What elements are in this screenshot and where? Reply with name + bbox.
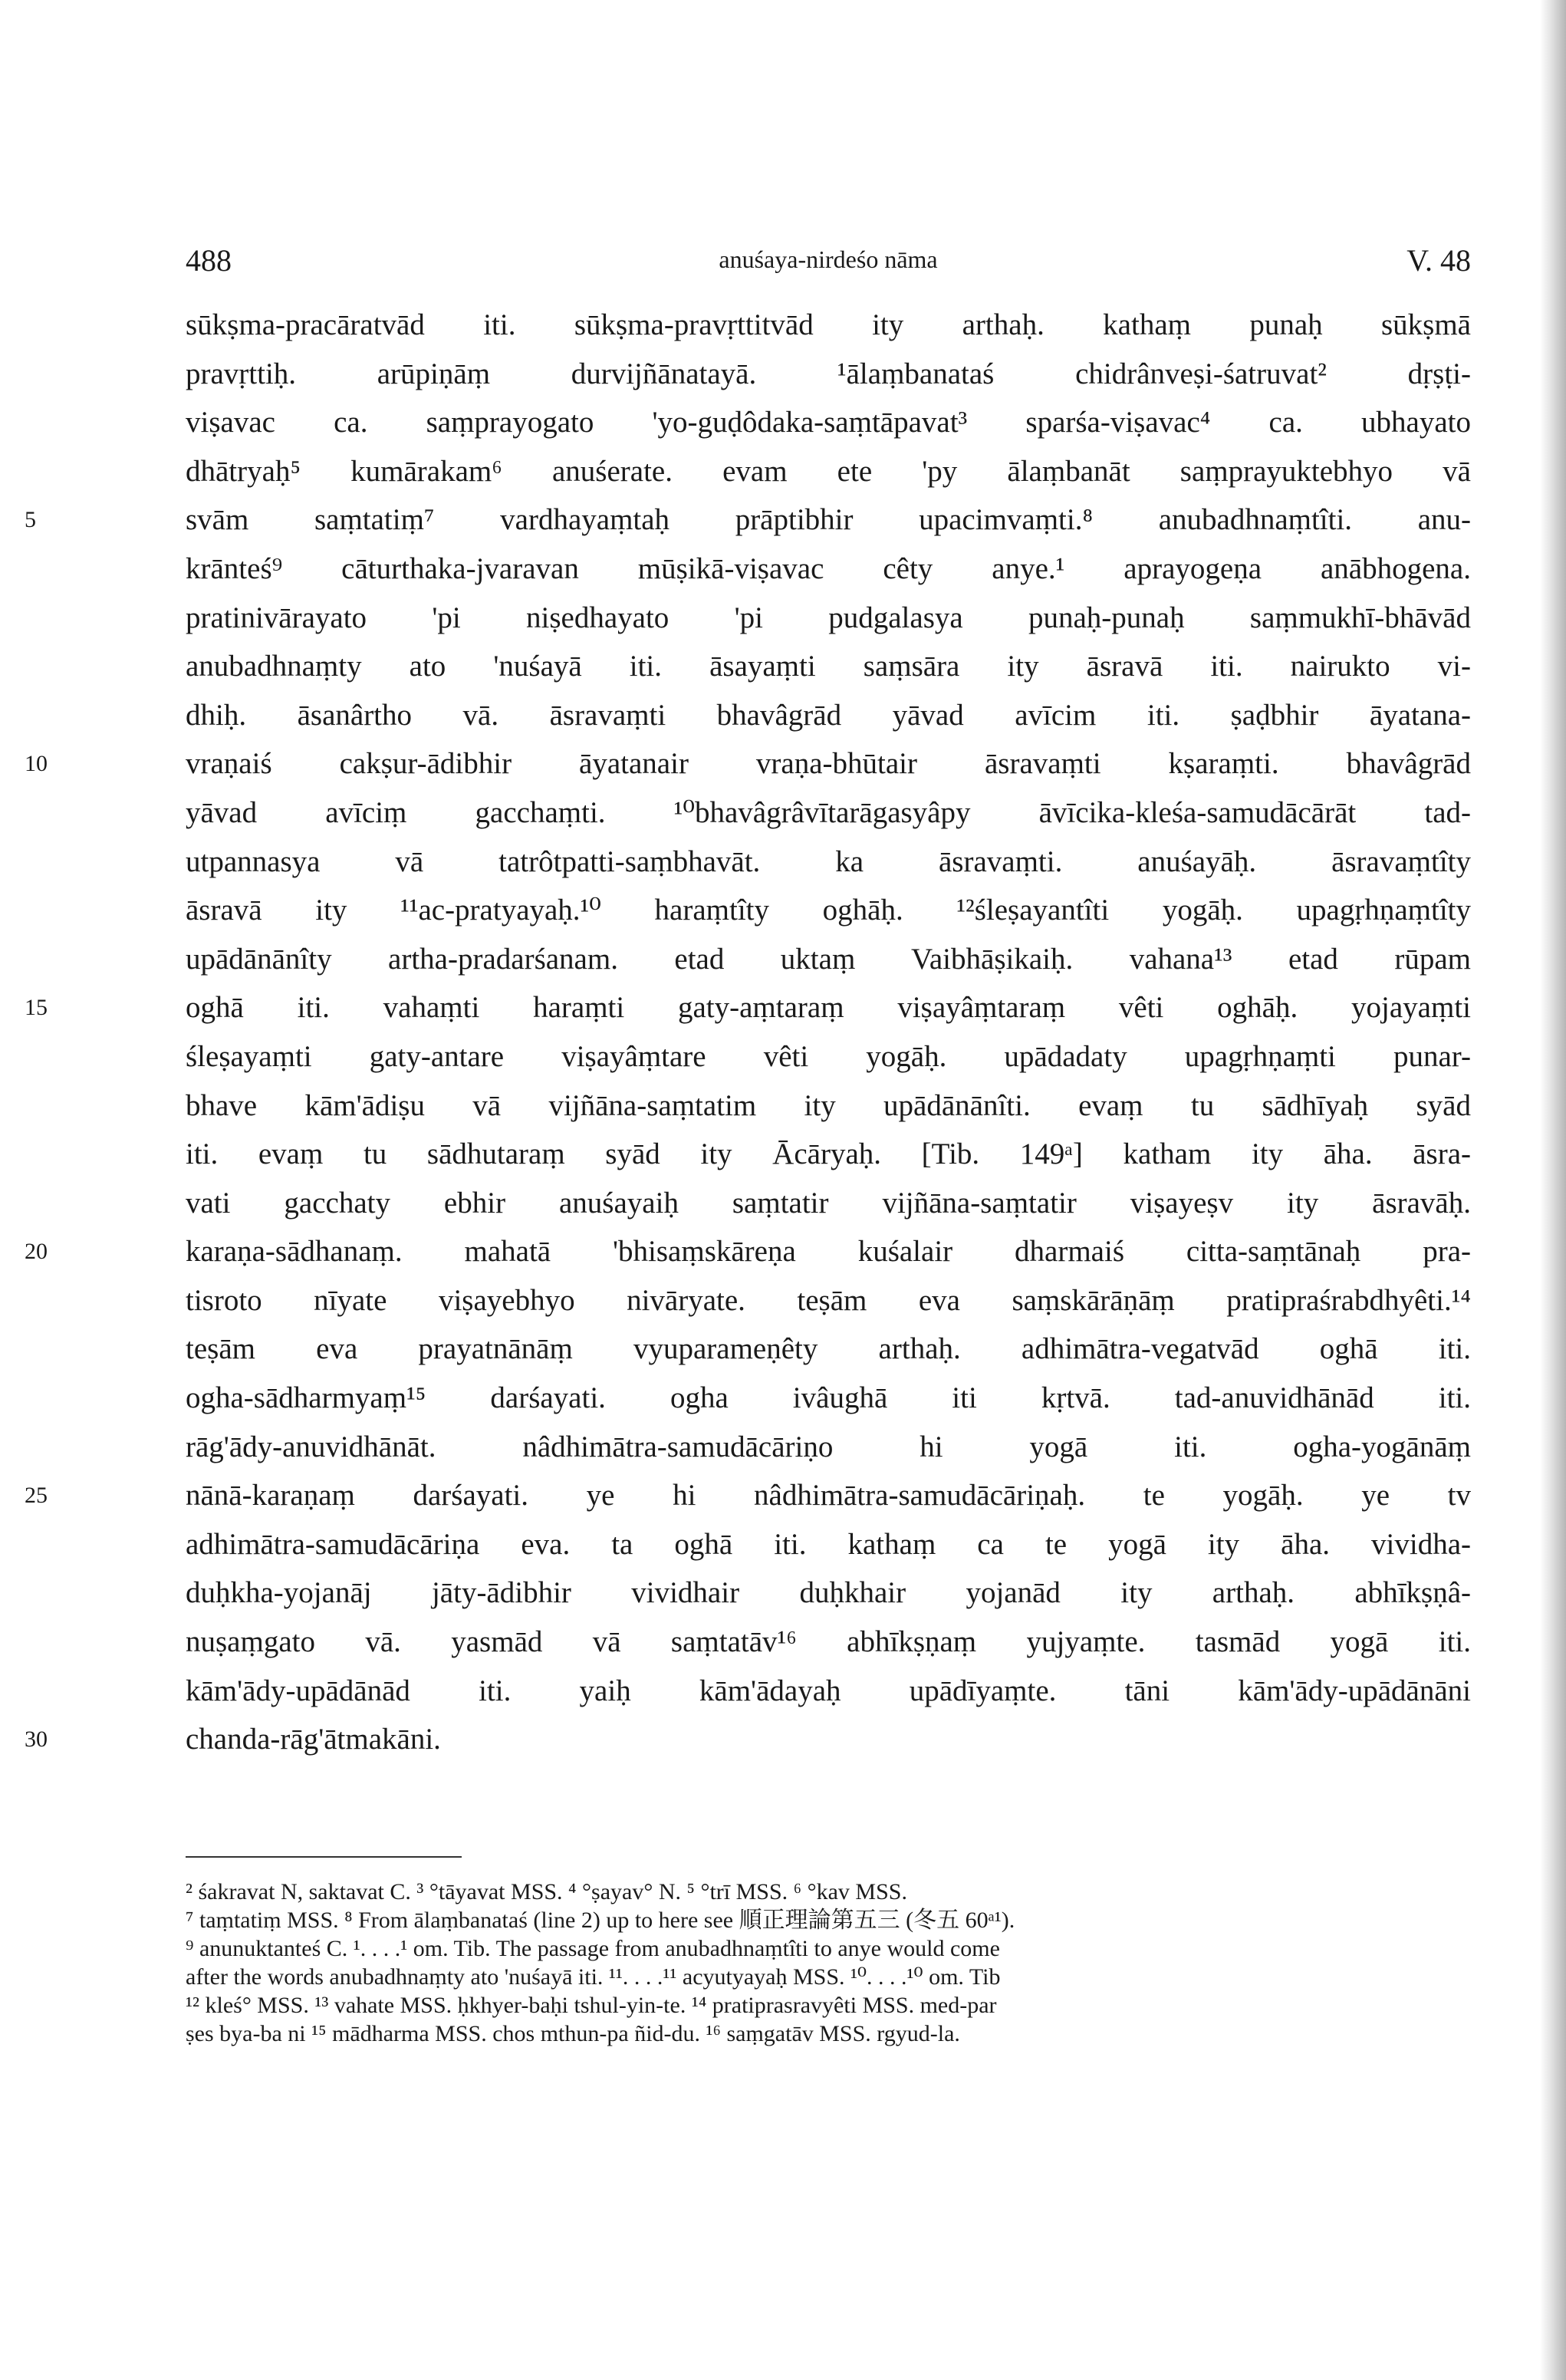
text-line — [186, 1423, 1471, 1472]
footnote-line: ⁹ anunuktanteś C. ¹. . . .¹ om. Tib. The passage from anubadhnaṃtîti to anye would come — [186, 1936, 1000, 1961]
text-line — [186, 1667, 1471, 1716]
line-text: ogha-sādharmyaṃ¹⁵ darśayati. ogha ivâughā iti kṛtvā. tad-anuvidhānād iti. — [186, 1381, 1471, 1415]
text-line — [186, 1569, 1471, 1618]
text-line — [186, 1276, 1471, 1325]
line-text: svām saṃtatiṃ⁷ vardhayaṃtaḥ prāptibhir upacimvaṃti.⁸ anubadhnaṃtîti. anu- — [186, 503, 1471, 537]
line-text: anubadhnaṃty ato 'nuśayā iti. āsayaṃti saṃsāra ity āsravā iti. nairukto vi- — [186, 650, 1471, 683]
text-line — [186, 788, 1471, 838]
text-line — [25, 983, 1471, 1032]
line-text: pratinivārayato 'pi niṣedhayato 'pi pudgalasya punaḥ-punaḥ saṃmukhī-bhāvād — [186, 601, 1471, 634]
line-text: chanda-rāg'ātmakāni. — [186, 1723, 441, 1756]
section-reference: V. 48 — [1406, 243, 1471, 278]
line-text: vraṇaiś cakṣur-ādibhir āyatanair vraṇa-bhūtair āsravaṃti kṣaraṃti. bhavâgrād — [186, 747, 1471, 781]
line-text: bhave kām'ādiṣu vā vijñāna-saṃtatim ity upādānānîti. evaṃ tu sādhīyaḥ syād — [186, 1088, 1471, 1122]
footnote-divider — [186, 1856, 462, 1858]
line-number: 15 — [25, 995, 48, 1021]
line-text: teṣām eva prayatnānāṃ vyuparameṇêty arthaḥ. adhimātra-vegatvād oghā iti. — [186, 1332, 1471, 1366]
text-line — [25, 1471, 1471, 1520]
line-text: krānteś⁹ cāturthaka-jvaravan mūṣikā-viṣavac cêty anye.¹ aprayogeṇa anābhogena. — [186, 551, 1471, 585]
footnote-line: after the words anubadhnaṃty ato 'nuśayā iti. ¹¹. . . .¹¹ acyutyayaḥ MSS. ¹⁰. . . .¹⁰ om. Tib — [186, 1964, 1001, 1990]
line-text: vati gacchaty ebhir anuśayaiḥ saṃtatir vijñāna-saṃtatir viṣayeṣv ity āsravāḥ. — [186, 1186, 1471, 1220]
line-text: utpannasya vā tatrôtpatti-saṃbhavāt. ka āsravaṃti. anuśayāḥ. āsravaṃtîty — [186, 844, 1471, 878]
text-line — [186, 398, 1471, 447]
line-text: sūkṣma-pracāratvād iti. sūkṣma-pravṛttitvād ity arthaḥ. kathaṃ punaḥ sūkṣmā — [186, 308, 1471, 341]
line-text: iti. evaṃ tu sādhutaraṃ syād ity Ācāryaḥ. [Tib. 149ᵃ] katham ity āha. āsra- — [186, 1137, 1471, 1171]
line-number: 5 — [25, 507, 36, 533]
line-text: nānā-karaṇaṃ darśayati. ye hi nâdhimātra-samudācāriṇaḥ. te yogāḥ. ye tv — [186, 1479, 1471, 1513]
line-text: kām'ādy-upādānād iti. yaiḥ kām'ādayaḥ upādīyaṃte. tāni kām'ādy-upādānāni — [186, 1674, 1471, 1707]
footnote-line: ⁷ taṃtatiṃ MSS. ⁸ From ālaṃbanataś (line 2) up to here see 順正理論第五三 (冬五 60ᵃ¹). — [186, 1908, 1015, 1933]
line-number: 10 — [25, 751, 48, 777]
text-line — [186, 301, 1471, 350]
line-number: 30 — [25, 1727, 48, 1753]
text-line — [25, 1227, 1471, 1276]
line-text: pravṛttiḥ. arūpiṇāṃ durvijñānatayā. ¹ālaṃbanataś chidrânveṣi-śatruvat² dṛṣṭi- — [186, 357, 1471, 390]
text-line — [186, 1081, 1471, 1131]
running-title: anuśaya-nirdeśo nāma — [719, 245, 938, 273]
line-text: śleṣayaṃti gaty-antare viṣayâṃtare vêti yogāḥ. upādadaty upagṛhṇaṃti punar- — [186, 1039, 1471, 1073]
line-text: nuṣaṃgato vā. yasmād vā saṃtatāv¹⁶ abhīkṣṇaṃ yujyaṃte. tasmād yogā iti. — [186, 1625, 1471, 1659]
footnotes — [186, 1878, 1471, 2048]
page-number: 488 — [186, 243, 232, 278]
line-number: 25 — [25, 1483, 48, 1509]
text-line — [186, 1618, 1471, 1667]
scan-edge-shadow — [1540, 0, 1566, 2380]
footnote-line: ¹² kleś° MSS. ¹³ vahate MSS. ḥkhyer-baḥi tshul-yin-te. ¹⁴ pratiprasravyêti MSS. med-par — [186, 1993, 997, 2018]
text-line — [186, 886, 1471, 935]
text-line — [186, 545, 1471, 594]
text-line — [186, 594, 1471, 643]
line-text: duḥkha-yojanāj jāty-ādibhir vividhair duḥkhair yojanād ity arthaḥ. abhīkṣṇâ- — [186, 1576, 1471, 1610]
text-line — [186, 691, 1471, 740]
text-line — [186, 1520, 1471, 1569]
line-text: āsravā ity ¹¹ac-pratyayaḥ.¹⁰ haraṃtîty oghāḥ. ¹²śleṣayantîti yogāḥ. upagṛhṇaṃtîty — [186, 894, 1471, 927]
line-text: adhimātra-samudācāriṇa eva. ta oghā iti. kathaṃ ca te yogā ity āha. vividha- — [186, 1527, 1471, 1561]
line-text: dhātryaḥ⁵ kumārakam⁶ anuśerate. evam ete 'py ālaṃbanāt saṃprayuktebhyo vā — [186, 454, 1471, 488]
line-text: rāg'ādy-anuvidhānāt. nâdhimātra-samudācāriṇo hi yogā iti. ogha-yogānāṃ — [186, 1430, 1471, 1463]
line-text: yāvad avīciṃ gacchaṃti. ¹⁰bhavâgrâvītarāgasyâpy āvīcika-kleśa-samudācārāt tad- — [186, 795, 1471, 829]
text-line — [186, 642, 1471, 691]
line-text: karaṇa-sādhanaṃ. mahatā 'bhisaṃskāreṇa kuśalair dharmaiś citta-saṃtānaḥ pra- — [186, 1235, 1471, 1269]
line-number: 20 — [25, 1239, 48, 1265]
text-line — [25, 739, 1471, 788]
text-line — [186, 1325, 1471, 1374]
text-line — [186, 1130, 1471, 1179]
text-line — [25, 495, 1471, 545]
line-text: tisroto nīyate viṣayebhyo nivāryate. teṣām eva saṃskārāṇāṃ pratipraśrabdhyêti.¹⁴ — [186, 1283, 1471, 1317]
footnote-line: ² śakravat N, saktavat C. ³ °tāyavat MSS. ⁴ °ṣayav° N. ⁵ °trī MSS. ⁶ °kav MSS. — [186, 1879, 907, 1904]
text-line — [25, 1715, 1471, 1764]
text-line — [186, 1179, 1471, 1228]
line-text: oghā iti. vahaṃti haraṃti gaty-aṃtaraṃ viṣayâṃtaraṃ vêti oghāḥ. yojayaṃti — [186, 991, 1471, 1025]
text-line — [186, 935, 1471, 984]
footnote-line: ṣes bya-ba ni ¹⁵ mādharma MSS. chos mthun-pa ñid-du. ¹⁶ saṃgatāv MSS. rgyud-la. — [186, 2021, 960, 2046]
text-line — [186, 1374, 1471, 1423]
text-line — [186, 447, 1471, 496]
line-text: viṣavac ca. saṃprayogato 'yo-guḍôdaka-saṃtāpavat³ sparśa-viṣavac⁴ ca. ubhayato — [186, 406, 1471, 439]
text-line — [186, 838, 1471, 887]
page-header — [186, 242, 1471, 288]
main-text — [25, 301, 1471, 1764]
line-text: dhiḥ. āsanârtho vā. āsravaṃti bhavâgrād yāvad avīcim iti. ṣaḍbhir āyatana- — [186, 698, 1471, 732]
text-line — [186, 350, 1471, 399]
text-line — [186, 1032, 1471, 1081]
line-text: upādānānîty artha-pradarśanam. etad uktaṃ Vaibhāṣikaiḥ. vahana¹³ etad rūpam — [186, 942, 1471, 976]
